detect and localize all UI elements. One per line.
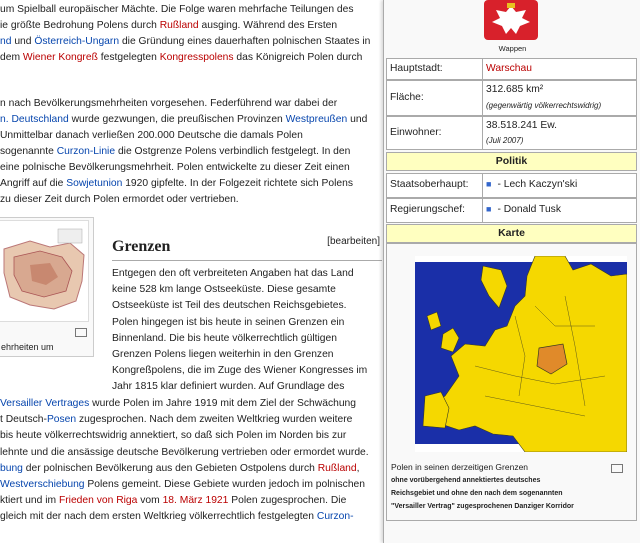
enlarge-icon[interactable] [75, 328, 87, 337]
wiki-link[interactable]: Curzon-Linie [56, 146, 116, 157]
regierungschef-label-cell [386, 198, 483, 223]
text-segment: festgelegten [97, 52, 160, 63]
text-line [112, 363, 367, 379]
text-segment: zu dieser Zeit durch Polen ermordet oder vertrieben. [0, 194, 239, 205]
wiki-link[interactable]: Wiener Kongreß [22, 52, 98, 63]
text-segment: wurde Polen im Jahre 1919 mit dem Ziel der Schwächung [89, 398, 357, 409]
wiki-link[interactable]: Rußland [159, 20, 199, 31]
text-line [0, 50, 362, 66]
wiki-link[interactable]: Rußland [317, 462, 357, 474]
bullet-icon: ■ [486, 179, 492, 189]
text-line [112, 315, 344, 331]
text-segment: Grenzen Polens liegen weiterhin in den Grenzen [112, 349, 334, 360]
regierungschef-value: - Donald Tusk [497, 204, 561, 215]
text-line [0, 128, 303, 144]
text-segment: Polen zugesprochen. Die [228, 495, 347, 507]
regierungschef-label: Regierungschef: [390, 204, 465, 215]
text-segment: der polnischen Bevölkerung aus den Gebieten Ostpolens durch [22, 462, 318, 474]
wiki-link[interactable]: Westverschiebung [0, 479, 85, 490]
text-segment: und [347, 114, 368, 125]
staatsoberhaupt-value: - Lech Kaczyn'ski [497, 179, 578, 190]
wiki-link[interactable]: Sowjetunion [66, 178, 123, 189]
text-segment: sogenannte [0, 146, 57, 157]
text-line [112, 298, 346, 314]
text-segment: Kongreßpolens, die im Zuge des Wiener Kongresses im [112, 365, 368, 377]
einwohner-value: 38.518.241 Ew. [486, 120, 557, 131]
text-line [0, 509, 354, 525]
section-title: Grenzen [112, 238, 171, 255]
text-segment: Jahr 1815 klar definiert wurden. Auf Grundlage des [112, 381, 345, 393]
flaeche-label: Fläche: [390, 92, 424, 103]
flaeche-label-cell [386, 80, 483, 116]
wiki-link[interactable]: Kongresspolens [159, 52, 234, 63]
enlarge-icon[interactable] [611, 464, 623, 473]
wiki-link[interactable]: Curzon- [316, 511, 354, 523]
text-line [0, 18, 337, 34]
text-segment: dem [0, 52, 23, 63]
text-line [112, 282, 336, 298]
map-caption-title: Polen in seinen derzeitigen Grenzen [391, 462, 529, 472]
einwohner-note: (Juli 2007) [486, 136, 524, 145]
text-line [0, 112, 367, 128]
staatsoberhaupt-value-cell [482, 173, 637, 198]
einwohner-label-cell [386, 116, 483, 150]
text-segment: zugesprochen. Nach dem zweiten Weltkrieg wurden weitere [76, 414, 353, 426]
text-segment: lehnte und die ansässige deutsche Bevölkerung vertrieben oder ermordet wurde. [0, 446, 369, 458]
hauptstadt-label: Hauptstadt: [390, 63, 443, 74]
text-line [0, 34, 370, 50]
map-caption-line-2: ohne vorübergehend annektiertes deutsches [391, 477, 541, 484]
flaeche-note: (gegenwärtig völkerrechtswidrig) [486, 101, 602, 110]
staatsoberhaupt-label: Staatsoberhaupt: [390, 179, 469, 190]
text-line [0, 176, 353, 192]
text-segment: Polen hingegen ist bis heute in seinen Grenzen ein [112, 316, 345, 328]
text-segment: ktiert und im [0, 495, 59, 507]
text-segment: Ostseeküste ist Teil des deutschen Reichsgebietes. [112, 300, 347, 312]
text-segment: gleich mit der nach dem ersten Weltkrieg völkerrechtlich festgelegten [0, 511, 317, 523]
einwohner-value-cell [482, 116, 637, 150]
map-thumbnail-frame [386, 243, 637, 521]
wiki-link[interactable]: Frieden von Riga [58, 495, 138, 507]
text-line [0, 412, 352, 428]
map-caption-line-3: Reichsgebiet und ohne den nach dem sogenannten [391, 490, 563, 497]
staatsoberhaupt-label-cell [386, 173, 483, 198]
text-segment: keine 528 km lange Ostseeküste. Diese gesamte [112, 284, 336, 296]
text-segment: eine polnische Bevölkerungsmehrheit. Polen entwickelte zu dieser Zeit einen [0, 162, 350, 173]
text-segment: Polens gemeint. Diese Gebiete wurden jedoch im polnischen [84, 479, 365, 490]
wiki-link[interactable]: 18. März 1921 [162, 495, 229, 507]
politik-header: Politik [386, 152, 637, 171]
section-heading-grenzen [112, 236, 382, 261]
text-line [0, 461, 360, 477]
text-segment: die Gründung eines dauerhaften polnischen Staates in [119, 36, 371, 47]
wiki-link[interactable]: nd [0, 36, 12, 47]
edit-section-link[interactable]: [bearbeiten] [327, 236, 380, 247]
text-segment: bis heute völkerrechtswidrig annektiert, so daß sich Polen im Norden bis zur [0, 430, 347, 442]
text-segment: das Königreich Polen durch [233, 52, 363, 63]
hauptstadt-label-cell [386, 58, 483, 80]
text-segment: Unmittelbar danach verließen 200.000 Deutsche die damals Polen [0, 130, 303, 141]
text-segment: t Deutsch- [0, 414, 47, 426]
text-line [0, 396, 356, 412]
flaeche-value: 312.685 km² [486, 84, 544, 95]
text-line [112, 347, 334, 363]
text-line [0, 160, 350, 176]
einwohner-label: Einwohner: [390, 127, 442, 138]
text-line [112, 331, 337, 347]
text-line [0, 477, 365, 493]
infobox [383, 0, 640, 543]
text-segment: wurde gezwungen, die preußischen Provinzen [68, 114, 286, 125]
text-segment: , [356, 462, 360, 474]
text-line [0, 428, 346, 444]
wiki-link[interactable]: Posen [46, 414, 77, 426]
wappen-caption: Wappen [498, 44, 527, 53]
wiki-link[interactable]: Versailler Vertrages [0, 398, 90, 409]
text-segment: 1920 gipfelte. In der Folgezeit richtete sich Polens [122, 178, 353, 189]
text-segment: vom [137, 495, 163, 507]
text-line [0, 192, 239, 208]
text-line [0, 96, 337, 112]
text-segment: und [11, 36, 35, 47]
thumbnail-caption: ehrheiten um [1, 342, 54, 352]
text-segment: Entgegen den oft verbreiteten Angaben hat das Land [112, 268, 354, 279]
europe-map-image[interactable] [415, 256, 627, 452]
text-segment: ie größte Bedrohung Polens durch [0, 20, 160, 31]
bullet-icon: ■ [486, 204, 492, 214]
text-segment: ausging. Während des Ersten [198, 20, 338, 31]
text-line [112, 379, 344, 395]
text-line [0, 144, 350, 160]
wiki-link[interactable]: Österreich-Ungarn [34, 36, 120, 47]
flaeche-value-cell [482, 80, 637, 116]
wiki-link[interactable]: n. [0, 114, 12, 125]
map-caption-line-4: "Versailler Vertrag" zugesprochenen Danziger Korridor [391, 503, 574, 510]
wiki-link[interactable]: bung [0, 462, 23, 474]
text-segment: die Ostgrenze Polens verbindlich festgelegt. In den [115, 146, 351, 157]
karte-header: Karte [386, 224, 637, 243]
hauptstadt-link[interactable]: Warschau [486, 63, 532, 74]
text-segment: Angriff auf die [0, 178, 67, 189]
wiki-link[interactable]: Deutschland [11, 114, 69, 125]
coat-of-arms-image[interactable] [476, 0, 546, 42]
text-line [0, 493, 346, 509]
text-segment: Binnenland. Die bis heute völkerrechtlich gültigen [112, 332, 337, 344]
text-segment: um Spielball europäischer Mächte. Die Folge waren mehrfache Teilungen des [0, 4, 354, 15]
regierungschef-value-cell [482, 198, 637, 223]
text-line [0, 2, 354, 18]
wiki-link[interactable]: Westpreußen [285, 114, 348, 125]
text-segment: n nach Bevölkerungsmehrheiten vorgesehen. Federführend war dabei der [0, 98, 338, 109]
hauptstadt-value-cell [482, 58, 637, 80]
poland-map-image[interactable] [0, 220, 89, 322]
text-line [112, 266, 354, 282]
map-thumbnail[interactable] [0, 217, 94, 357]
text-line [0, 445, 369, 461]
